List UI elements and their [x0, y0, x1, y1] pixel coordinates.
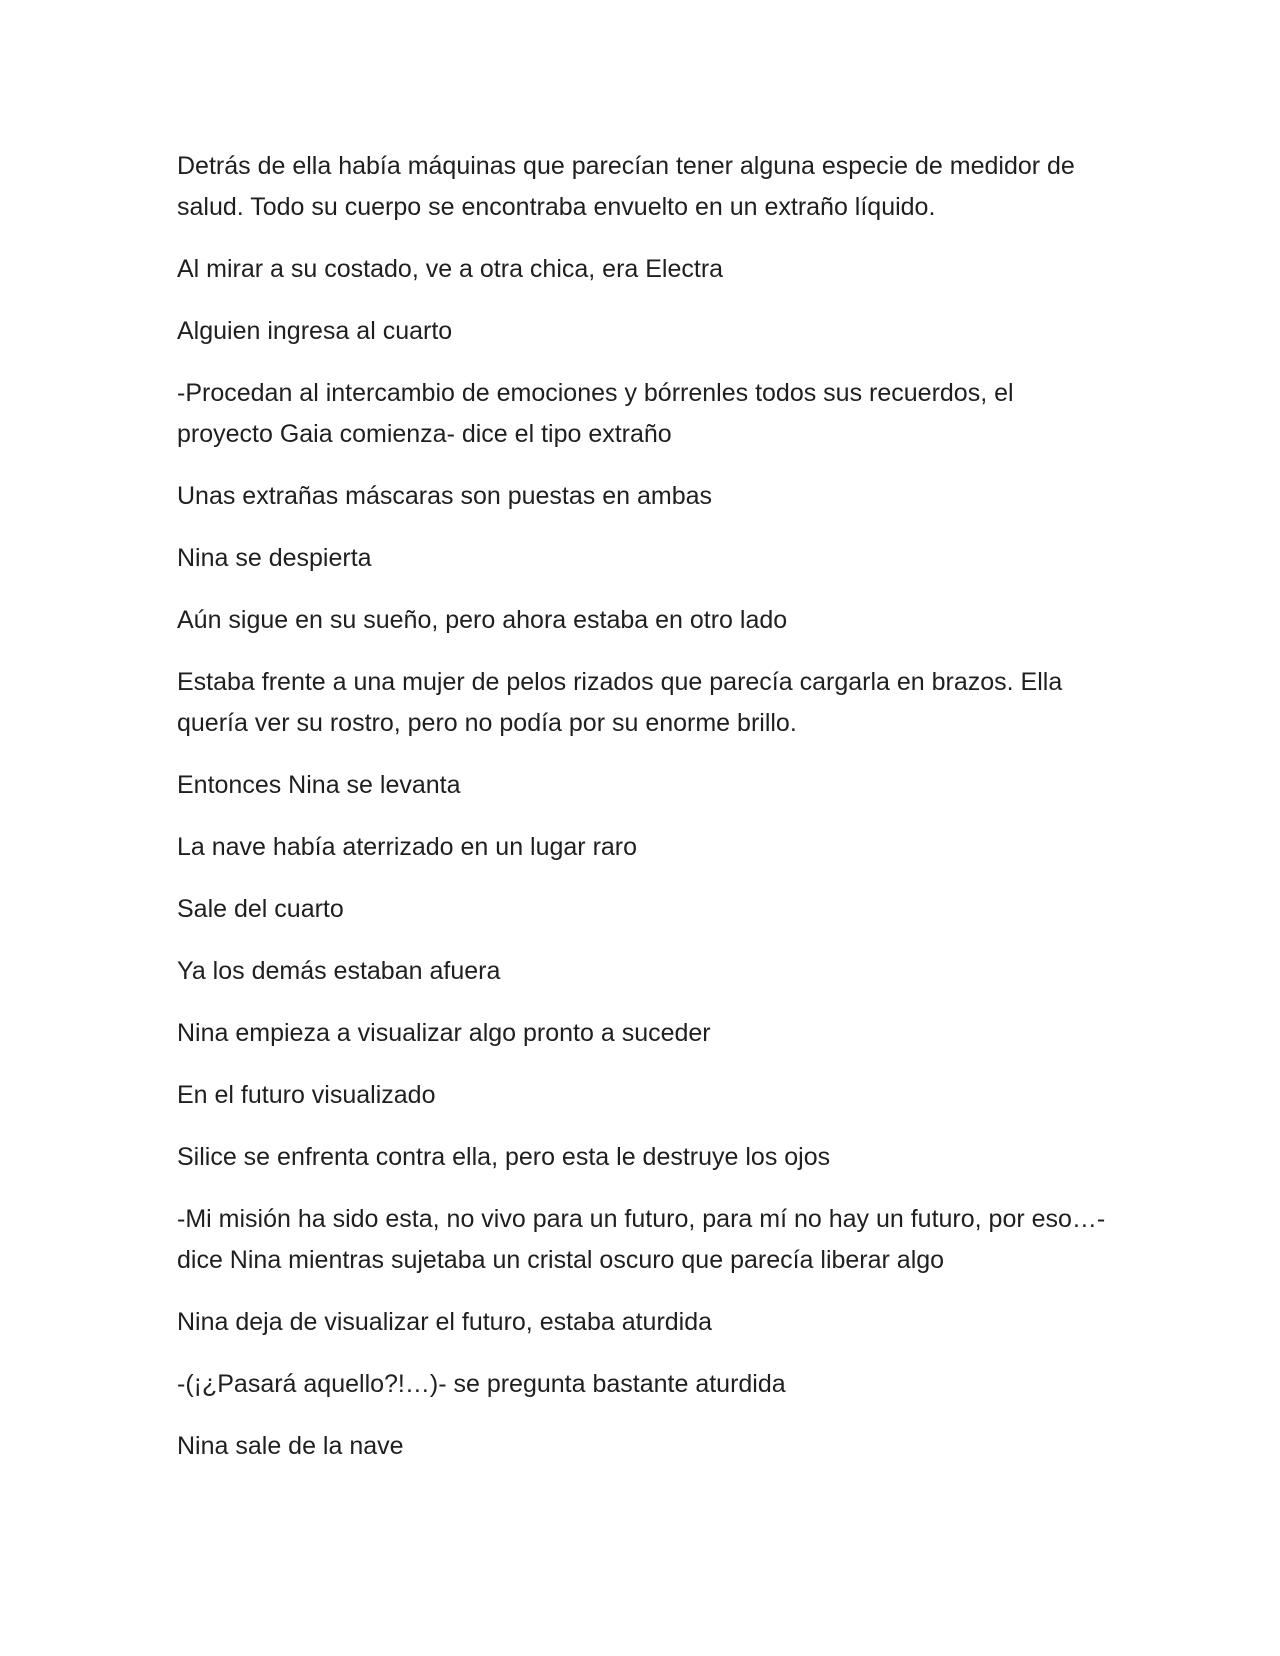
paragraph: Nina se despierta	[177, 544, 372, 572]
paragraph: En el futuro visualizado	[177, 1081, 436, 1109]
paragraph: Silice se enfrenta contra ella, pero esta le destruye los ojos	[177, 1143, 831, 1171]
paragraph: Al mirar a su costado, ve a otra chica, era Electra	[177, 255, 724, 283]
paragraph: Estaba frente a una mujer de pelos rizados que parecía cargarla en brazos. Ella quería ver su rostro, pero no podía por su enorme brillo.	[177, 668, 1063, 737]
paragraph: Ya los demás estaban afuera	[177, 957, 501, 985]
paragraph: -Procedan al intercambio de emociones y bórrenles todos sus recuerdos, el proyecto Gaia comienza- dice el tipo extraño	[177, 379, 1014, 448]
paragraph: Sale del cuarto	[177, 895, 344, 923]
paragraph: Detrás de ella había máquinas que parecían tener alguna especie de medidor de salud. Todo su cuerpo se encontraba envuelto en un extraño líquido.	[177, 152, 1075, 221]
paragraph: -Mi misión ha sido esta, no vivo para un futuro, para mí no hay un futuro, por eso…- dice Nina mientras sujetaba un cristal oscuro que parecía liberar algo	[177, 1205, 1106, 1274]
paragraph: -(¡¿Pasará aquello?!…)- se pregunta bastante aturdida	[177, 1370, 786, 1398]
paragraph: Alguien ingresa al cuarto	[177, 317, 453, 345]
paragraph: La nave había aterrizado en un lugar raro	[177, 833, 638, 861]
paragraph: Nina empieza a visualizar algo pronto a suceder	[177, 1019, 711, 1047]
paragraph: Entonces Nina se levanta	[177, 771, 461, 799]
document-body	[177, 146, 1107, 1488]
paragraph: Nina sale de la nave	[177, 1432, 404, 1460]
paragraph: Unas extrañas máscaras son puestas en ambas	[177, 482, 712, 510]
paragraph: Aún sigue en su sueño, pero ahora estaba en otro lado	[177, 606, 788, 634]
paragraph: Nina deja de visualizar el futuro, estaba aturdida	[177, 1308, 713, 1336]
